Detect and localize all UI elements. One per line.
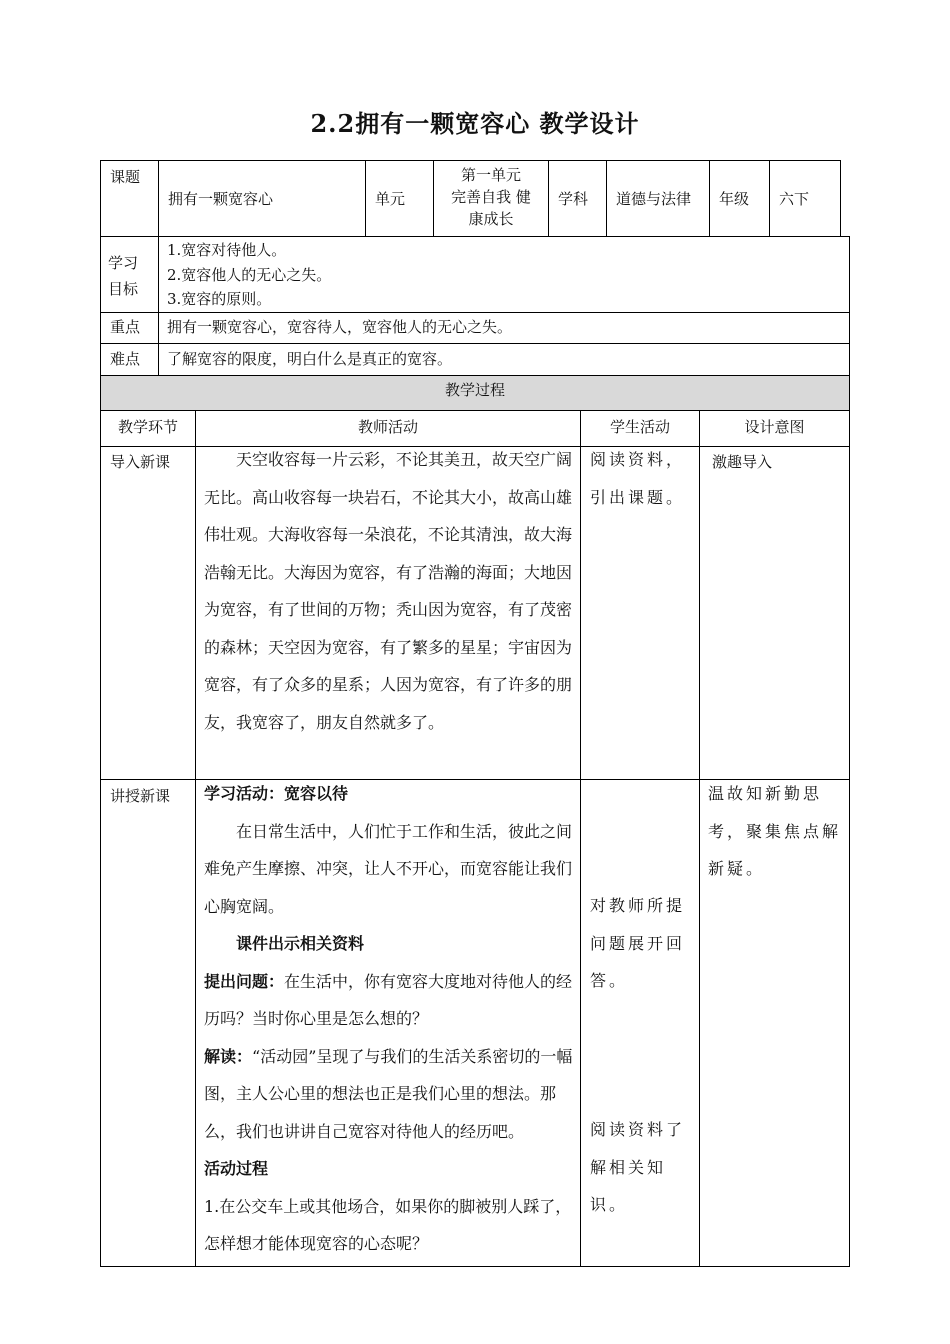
lecture-stage: 讲授新课: [110, 787, 171, 805]
subject-value: 道德与法律: [616, 190, 692, 208]
topic-label: 课题: [110, 168, 141, 186]
table-border: [699, 410, 700, 1267]
lecture-teacher: [204, 775, 574, 1263]
page-title: 2.2拥有一颗宽容心 教学设计: [310, 109, 640, 138]
goal-item: 3.宽容的原则。: [167, 290, 272, 308]
goals-label-line: 学习: [108, 254, 139, 272]
table-border: [158, 160, 159, 376]
unit-label: 单元: [375, 190, 406, 208]
lecture-student-2: 阅读资料了解相关知识。: [590, 1120, 686, 1214]
table-border: [100, 160, 101, 1267]
goal-item: 2.宽容他人的无心之失。: [167, 265, 332, 284]
column-header-intent: 设计意图: [744, 418, 805, 436]
table-border: [365, 160, 366, 236]
intro-intent: 激趣导入: [712, 453, 773, 471]
reading-label: 解读：: [204, 1046, 253, 1066]
lecture-intent: 温故知新勤思考，聚集焦点解新疑。: [708, 784, 842, 878]
unit-value-line: 第一单元: [460, 166, 521, 184]
reading-text: “活动园”呈现了与我们的生活关系密切的一幅图，主人公心里的想法也正是我们心里的想法。那么，我们也讲讲自己宽容对待他人的经历吧。: [204, 1046, 573, 1141]
goals-label-line: 目标: [108, 280, 139, 298]
step-1: 1.在公交车上或其他场合，如果你的脚被别人踩了，怎样想才能体现宽容的心态呢？: [204, 1196, 572, 1253]
process-header-text: 教学过程: [444, 381, 505, 399]
difficulty-value: 了解宽容的限度，明白什么是真正的宽容。: [167, 350, 453, 368]
table-border: [840, 160, 841, 236]
question-text: 在生活中，你有宽容大度地对待他人的经历吗？当时你心里是怎么想的？: [204, 971, 573, 1028]
table-border: [709, 160, 710, 236]
column-header-student: 学生活动: [609, 418, 670, 436]
grade-label: 年级: [719, 190, 750, 208]
table-border: [100, 236, 849, 237]
grade-value: 六下: [779, 190, 810, 208]
table-border: [100, 1266, 849, 1267]
activity-title: 学习活动：宽容以待: [204, 784, 349, 803]
key-point-label: 重点: [110, 318, 141, 336]
subject-label: 学科: [558, 190, 589, 208]
topic-value: 拥有一颗宽容心: [168, 190, 274, 208]
goals-list: [167, 238, 331, 312]
table-border: [100, 160, 841, 161]
lecture-para: 在日常生活中，人们忙于工作和生活，彼此之间难免产生摩擦、冲突，让人不开心，而宽容能让我们心胸宽阔。: [204, 821, 573, 916]
lecture-student-1: 对教师所提问题展开回答。: [590, 896, 686, 990]
intro-teacher: [204, 441, 574, 741]
column-header-teacher: 教师活动: [357, 418, 418, 436]
goal-item: 1.宽容对待他人。: [167, 241, 287, 259]
intro-stage: 导入新课: [110, 453, 171, 471]
courseware-note: 课件出示相关资料: [236, 934, 365, 953]
unit-value-line: 康成长: [468, 210, 514, 228]
table-border: [769, 160, 770, 236]
process-header: [101, 376, 849, 410]
table-border: [100, 312, 849, 313]
intro-teacher-text: 天空收容每一片云彩，不论其美丑，故天空广阔无比。高山收容每一块岩石，不论其大小，故高山雄伟壮观。大海收容每一朵浪花，不论其清浊，故大海浩翰无比。大海因为宽容，有了浩瀚的海面；大地因为宽容，有了世间的万物；秃山因为宽容，有了茂密的森林；天空因为宽容，有了繁多的星星；宇宙因为宽容，有了众多的星系；人因为宽容，有了许多的朋友，我宽容了，朋友自然就多了。: [204, 450, 573, 732]
key-point-value: 拥有一颗宽容心，宽容待人，宽容他人的无心之失。: [167, 318, 513, 336]
table-border: [100, 343, 849, 344]
table-border: [849, 236, 850, 1267]
question-label: 提出问题：: [204, 971, 285, 991]
process-title: 活动过程: [204, 1159, 269, 1178]
table-border: [195, 410, 196, 1267]
difficulty-label: 难点: [110, 350, 141, 368]
unit-value: [434, 164, 548, 230]
column-header-stage: 教学环节: [117, 418, 178, 436]
table-border: [580, 410, 581, 1267]
intro-student: 阅读资料，引出课题。: [590, 450, 686, 507]
table-border: [606, 160, 607, 236]
table-border: [100, 410, 849, 411]
goals-label: [108, 250, 138, 302]
unit-value-line: 完善自我 健: [451, 188, 531, 206]
table-border: [548, 160, 549, 236]
